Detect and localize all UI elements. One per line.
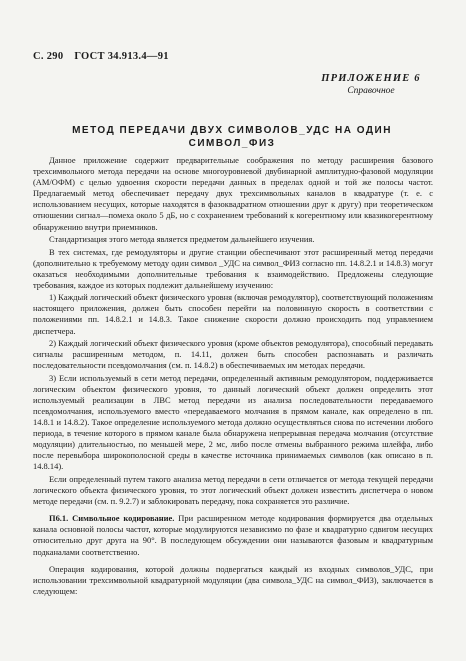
paragraph: Стандартизация этого метода является предметом дальнейшего изучения. — [49, 234, 315, 245]
section-paragraph — [33, 513, 433, 557]
paragraph: 2) Каждый логический объект физического уровня (кроме объектов ремодулятора), способный передавать сигналы расширенным методом, п. 14.11, должен быть способен распознавать и различать последовательности псевдомолчания (см. п. 14.8.2) в обеспечиваемых им методах передачи. — [33, 338, 433, 371]
section-text: При расширенном методе кодирования формируется два отдельных канала основной полосы частот, которые модулируются независимо по фазе и квадратурно сдвигом несущих относительно друг друга на 90°. В последующем обсуждении они называются фазовым и квадратурным подканалами соответственно. — [33, 513, 433, 557]
appendix-label — [316, 73, 426, 96]
title-line-1: МЕТОД ПЕРЕДАЧИ ДВУХ СИМВОЛОВ_УДС НА ОДИН — [72, 125, 392, 136]
title-line-2: СИМВОЛ_ФИЗ — [188, 138, 276, 149]
paragraph: В тех системах, где ремодуляторы и другие станции обеспечивают этот расширенный метод передачи (дополнительно к требуемому методу один символ _УДС на символ_ФИЗ согласно пп. 14.8.2.1 и 14.8.3) могут оказаться необходимыми дополнительные требования к взаимодействию. Предложены следующие требования, каждое из которых подлежит дальнейшему изучению: — [33, 246, 433, 290]
paragraph: Если определенный путем такого анализа метод передачи в сети отличается от метода текущей передачи логического объекта физического уровня, то этот логический объект должен известить диспетчера о новом методе передачи (см. п. 9.2.7) и заблокировать передачу, пока сохраняется это различие. — [33, 473, 433, 507]
paragraph: 3) Если используемый в сети метод передачи, определенный активным ремодулятором, поддерживается логическим объектом физического уровня, то данный логический объект должен определить этот используемый реализации в ЛВС метод передачи из анализа последовательности передаваемого псевдомолчания, используемого вместо «передаваемого молчания в прямом канале, как определено в пп. 14.8.1 и 14.8.2). Такое определение используемого метода должно осуществляться снова по истечении любого периода, в течение которого в прямом канале была обнаружена непрерывная передача молчания (отсутствие модуляции) длительностью, по меньшей мере, 2 мс, либо после отмены выбранного режима шлейфа, либо после перевыбора широкополосной среды в качестве источника принимаемых символов (как описано в п. 14.8.14). — [33, 372, 433, 472]
appendix-number: ПРИЛОЖЕНИЕ 6 — [321, 73, 421, 84]
paragraph: 1) Каждый логический объект физического уровня (включая ремодулятор), соответствующий положениям настоящего приложения, должен быть способен перейти на половинную скорость в соответствии с положениями пп. 14.8.2.1 и 14.8.3. Такое снижение скорости должно происходить под управлением диспетчера. — [33, 292, 433, 336]
page-number: С. 290 — [33, 51, 64, 62]
section-heading: П6.1. Символьное кодирование. — [49, 513, 175, 524]
document-title — [30, 124, 434, 150]
document-body — [33, 155, 433, 598]
standard-code: ГОСТ 34.913.4—91 — [74, 51, 169, 62]
appendix-kind: Справочное — [347, 86, 395, 96]
closing-paragraph: Операция кодирования, которой должны подвергаться каждый из входных символов_УДС, при использовании трехсимвольной квадратурной модуляции (два символа_УДС на символ_ФИЗ), заключается в следующем: — [33, 563, 433, 596]
page-header — [33, 51, 177, 62]
paragraph: Данное приложение содержит предварительные соображения по методу расширения базового трехсимвольного метода передачи на основе многоуровневой двубинарной амплитудно-фазовой модуляции (АМ/ОФМ) с целью удвоения скорости передачи данных в пределах одной и той же полосы частот. Предлагаемый метод обеспечивает передачу двух трехсимвольных каналов в квадратуре (т. е. с использованием несущих, которые находятся в фазоквадратном отношении друг к другу) при теоретическом отношении сигнал—помеха около 5 дБ, но с сохранением требований к когерентному или квазикогерентному обнаружению внутри приемников. — [33, 155, 433, 232]
